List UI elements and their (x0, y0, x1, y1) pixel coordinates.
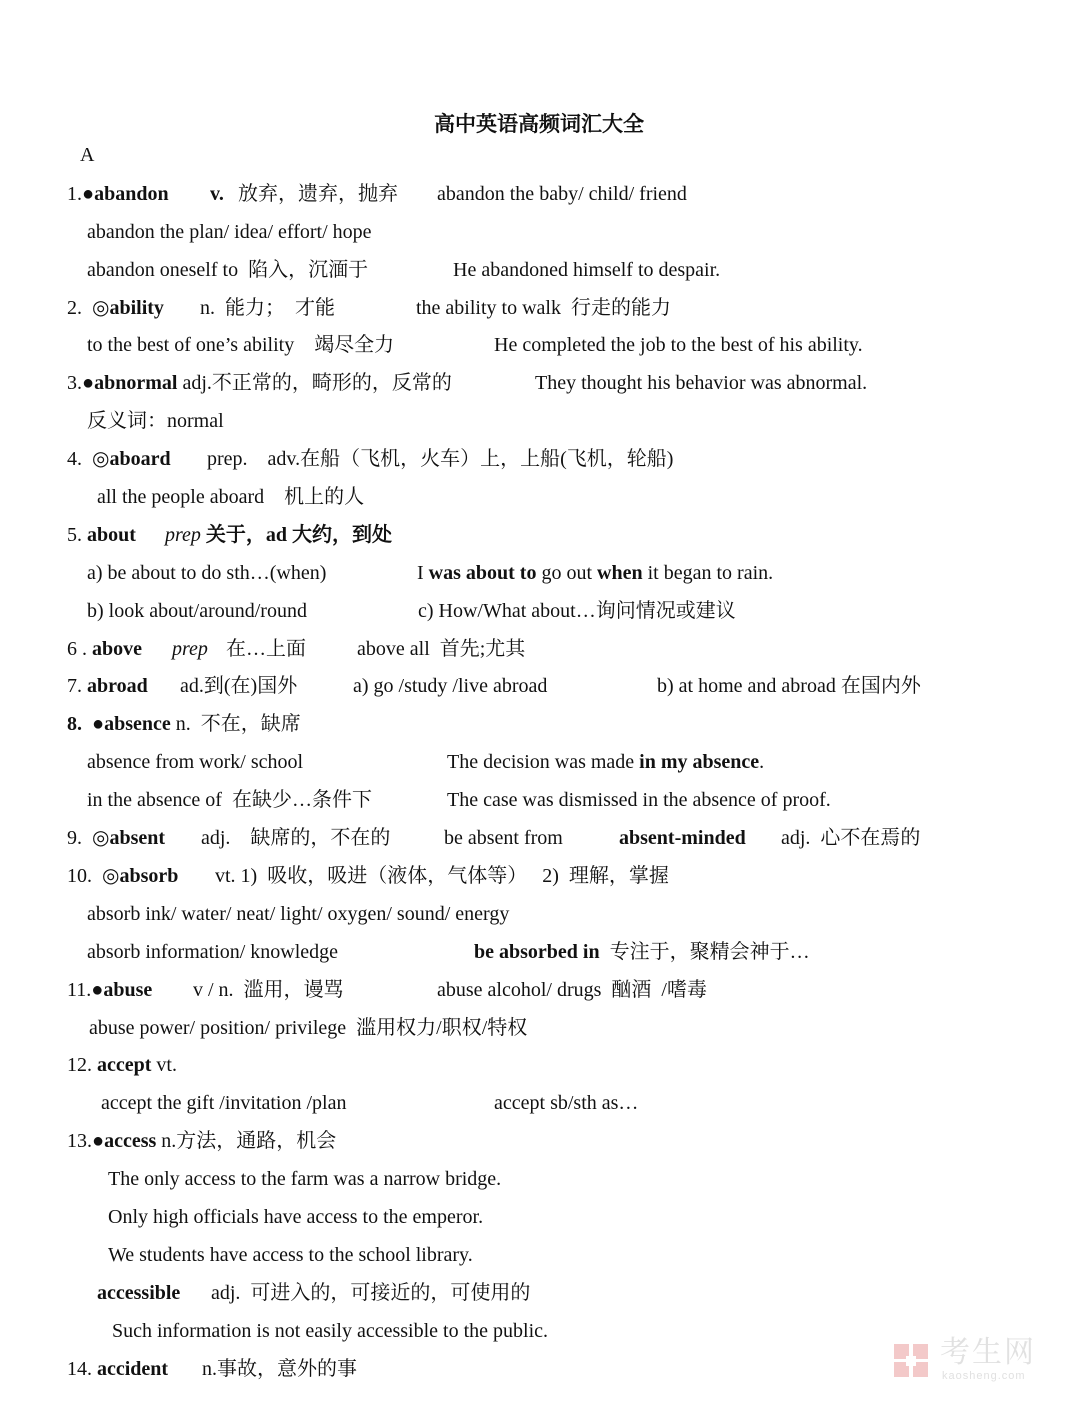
entry-about: 5. about (67, 524, 136, 546)
entry-absence: 8. ●absence n. 不在，缺席 (67, 713, 301, 735)
entry-access: 13.●access n.方法，通路，机会 (67, 1130, 337, 1152)
kaosheng-logo-icon (892, 1340, 932, 1380)
document-title: 高中英语高频词汇大全 (434, 112, 644, 136)
section-letter: A (80, 144, 95, 166)
watermark-text: 考生网 (940, 1336, 1036, 1369)
entry-absorb: 10. ◎absorb (67, 865, 179, 887)
watermark-url: kaosheng.com (942, 1370, 1026, 1382)
entry-abnormal: 3.●abnormal adj.不正常的，畸形的，反常的 (67, 372, 452, 394)
entry-accident: 14. accident (67, 1358, 169, 1380)
entry-aboard: 4. ◎aboard (67, 448, 171, 470)
entry-absent: 9. ◎absent (67, 827, 166, 849)
watermark (892, 1336, 1062, 1386)
entry-abandon: 1.●abandon (67, 183, 169, 205)
entry-accept: 12. accept vt. (67, 1054, 177, 1076)
entry-ability: 2. ◎ability (67, 297, 164, 319)
entry-abroad: 7. abroad (67, 675, 148, 697)
entry-accessible: accessible (97, 1282, 181, 1304)
entry-above: 6 . above (67, 638, 142, 660)
entry-abuse: 11.●abuse (67, 979, 153, 1001)
